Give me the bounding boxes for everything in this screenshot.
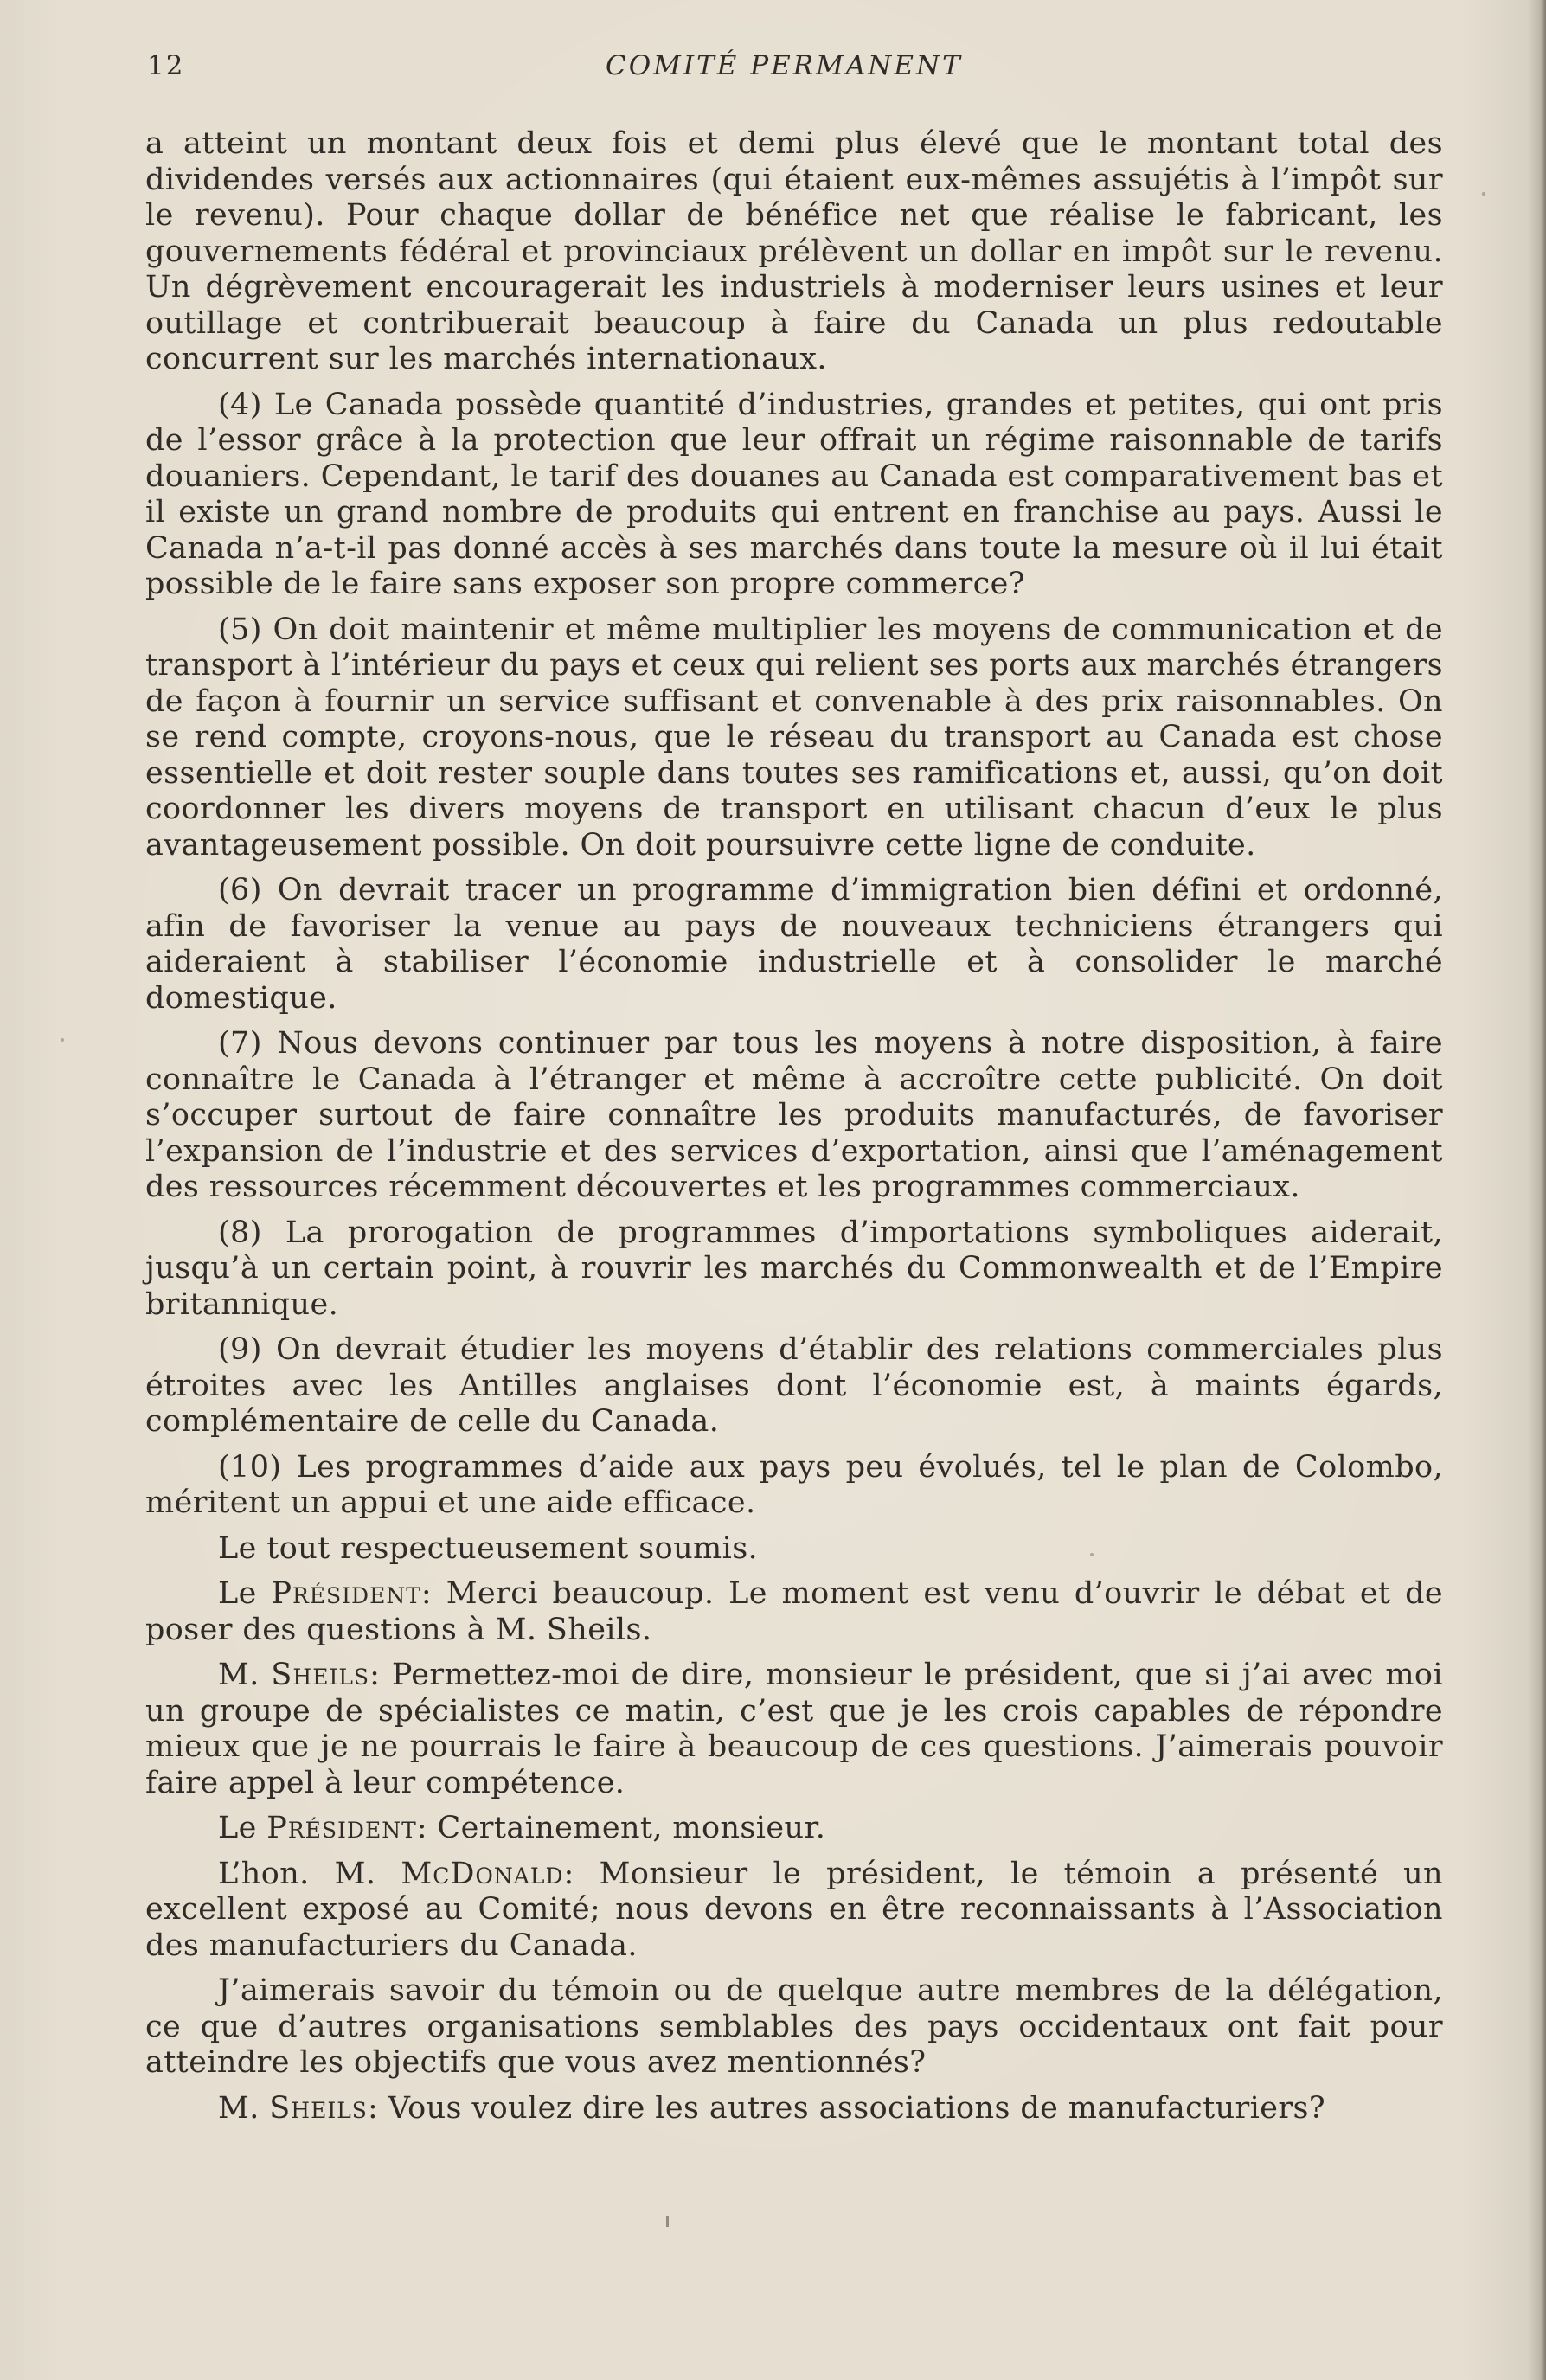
dialogue-mcdonald <box>145 1857 1443 1965</box>
paragraph-9: (9) On devrait étudier les moyens d’établir des relations commerciales plus étroites avec les Antilles anglaises dont l’économie est, à maints égards, complémentaire de celle du Canada. <box>145 1332 1443 1439</box>
paragraph-6: (6) On devrait tracer un programme d’immigration bien défini et ordonné, afin de favoriser la venue au pays de nouveaux techniciens étrangers qui aideraient à stabiliser l’économie industrielle et à consolider le marché domestique. <box>145 873 1443 1016</box>
speaker-name: Sheils <box>269 2090 368 2126</box>
speaker-name: Sheils <box>271 1658 370 1692</box>
speaker-prefix: L’hon. M. <box>218 1856 401 1891</box>
dialogue-text: : Monsieur le président, le témoin a présenté un excellent exposé au Comité; nous devons en être reconnaissants à l’Association des manufacturiers du Canada. <box>145 1856 1443 1963</box>
speaker-prefix: Le <box>218 1576 272 1611</box>
dialogue-text: : Vous voulez dire les autres associations de manufacturiers? <box>367 2090 1326 2126</box>
paragraph-10: (10) Les programmes d’aide aux pays peu évolués, tel le plan de Colombo, méritent un appui et une aide efficace. <box>145 1449 1443 1520</box>
speaker-prefix: M. <box>218 2090 270 2126</box>
dialogue-text: : Permettez-moi de dire, monsieur le président, que si j’ai avec moi un groupe de spécialistes ce matin, c’est que je les crois capables de répondre mieux que je ne pourrais le faire à beaucoup de ces questions. J’aimerais pouvoir faire appel à leur compétence. <box>145 1658 1443 1800</box>
speaker-prefix: Le <box>218 1811 267 1845</box>
print-mark <box>666 2216 669 2227</box>
running-title: COMITÉ PERMANENT <box>606 50 963 81</box>
speaker-name: Président <box>271 1576 421 1611</box>
paragraph-8: (8) La prorogation de programmes d’importations symboliques aiderait, jusqu’à un certain point, à rouvrir les marchés du Commonwealth et de l’Empire britannique. <box>145 1215 1443 1322</box>
paragraph-7: (7) Nous devons continuer par tous les moyens à notre disposition, à faire connaître le Canada à l’étranger et même à accroître cette publicité. On doit s’occuper surtout de faire connaître les produits manufacturés, de favoriser l’expansion de l’industrie et des services d’exportation, ainsi que l’aménagement des ressources récemment découvertes et les programmes commerciaux. <box>145 1026 1443 1204</box>
speaker-name: McDonald <box>401 1856 564 1891</box>
dialogue-president-2 <box>145 1811 1443 1847</box>
paragraph-4: (4) Le Canada possède quantité d’industries, grandes et petites, qui ont pris de l’essor grâce à la protection que leur offrait un régime raisonnable de tarifs douaniers. Cependant, le tarif des douanes au Canada est comparativement bas et il existe un grand nombre de produits qui entrent en franchise au pays. Aussi le Canada n’a-t-il pas donné accès à ses marchés dans toute la mesure où il lui était possible de le faire sans exposer son propre commerce? <box>145 387 1443 601</box>
dialogue-text: : Certainement, monsieur. <box>416 1811 826 1845</box>
page-number: 12 <box>147 50 185 81</box>
question-paragraph: J’aimerais savoir du témoin ou de quelque autre membres de la délégation, ce que d’autres organisations semblables des pays occidentaux ont fait pour atteindre les objectifs que vous avez mentionnés? <box>145 1973 1443 2080</box>
page-binding-shadow <box>1527 0 1546 2380</box>
dialogue-text: : Merci beaucoup. Le moment est venu d’ouvrir le débat et de poser des questions à M. Sheils. <box>145 1576 1443 1647</box>
paragraph-continuation: a atteint un montant deux fois et demi plus élevé que le montant total des dividendes versés aux actionnaires (qui étaient eux-mêmes assujétis à l’impôt sur le revenu). Pour chaque dollar de bénéfice net que réalise le fabricant, les gouvernements fédéral et provinciaux prélèvent un dollar en impôt sur le revenu. Un dégrèvement encouragerait les industriels à moderniser leurs usines et leur outillage et contribuerait beaucoup à faire du Canada un plus redoutable concurrent sur les marchés internationaux. <box>145 126 1443 376</box>
paper-speck <box>1090 1553 1094 1556</box>
paper-speck <box>61 1038 64 1042</box>
running-header <box>147 50 1445 93</box>
paragraph-5: (5) On doit maintenir et même multiplier les moyens de communication et de transport à l’intérieur du pays et ceux qui relient ses ports aux marchés étrangers de façon à fournir un service suffisant et convenable à des prix raisonnables. On se rend compte, croyons-nous, que le réseau du transport au Canada est chose essentielle et doit rester souple dans toutes ses ramifications et, aussi, qu’on doit coordonner les divers moyens de transport en utilisant chacun d’eux le plus avantageusement possible. On doit poursuivre cette ligne de conduite. <box>145 612 1443 863</box>
closing-line: Le tout respectueusement soumis. <box>218 1530 759 1566</box>
dialogue-sheils-1 <box>145 1658 1443 1801</box>
dialogue-president-1 <box>145 1576 1443 1648</box>
speaker-prefix: M. <box>218 1658 272 1692</box>
body-text <box>145 126 1443 2136</box>
dialogue-sheils-2 <box>145 2091 1443 2127</box>
speaker-name: Président <box>266 1811 417 1845</box>
paper-speck <box>1482 192 1485 196</box>
